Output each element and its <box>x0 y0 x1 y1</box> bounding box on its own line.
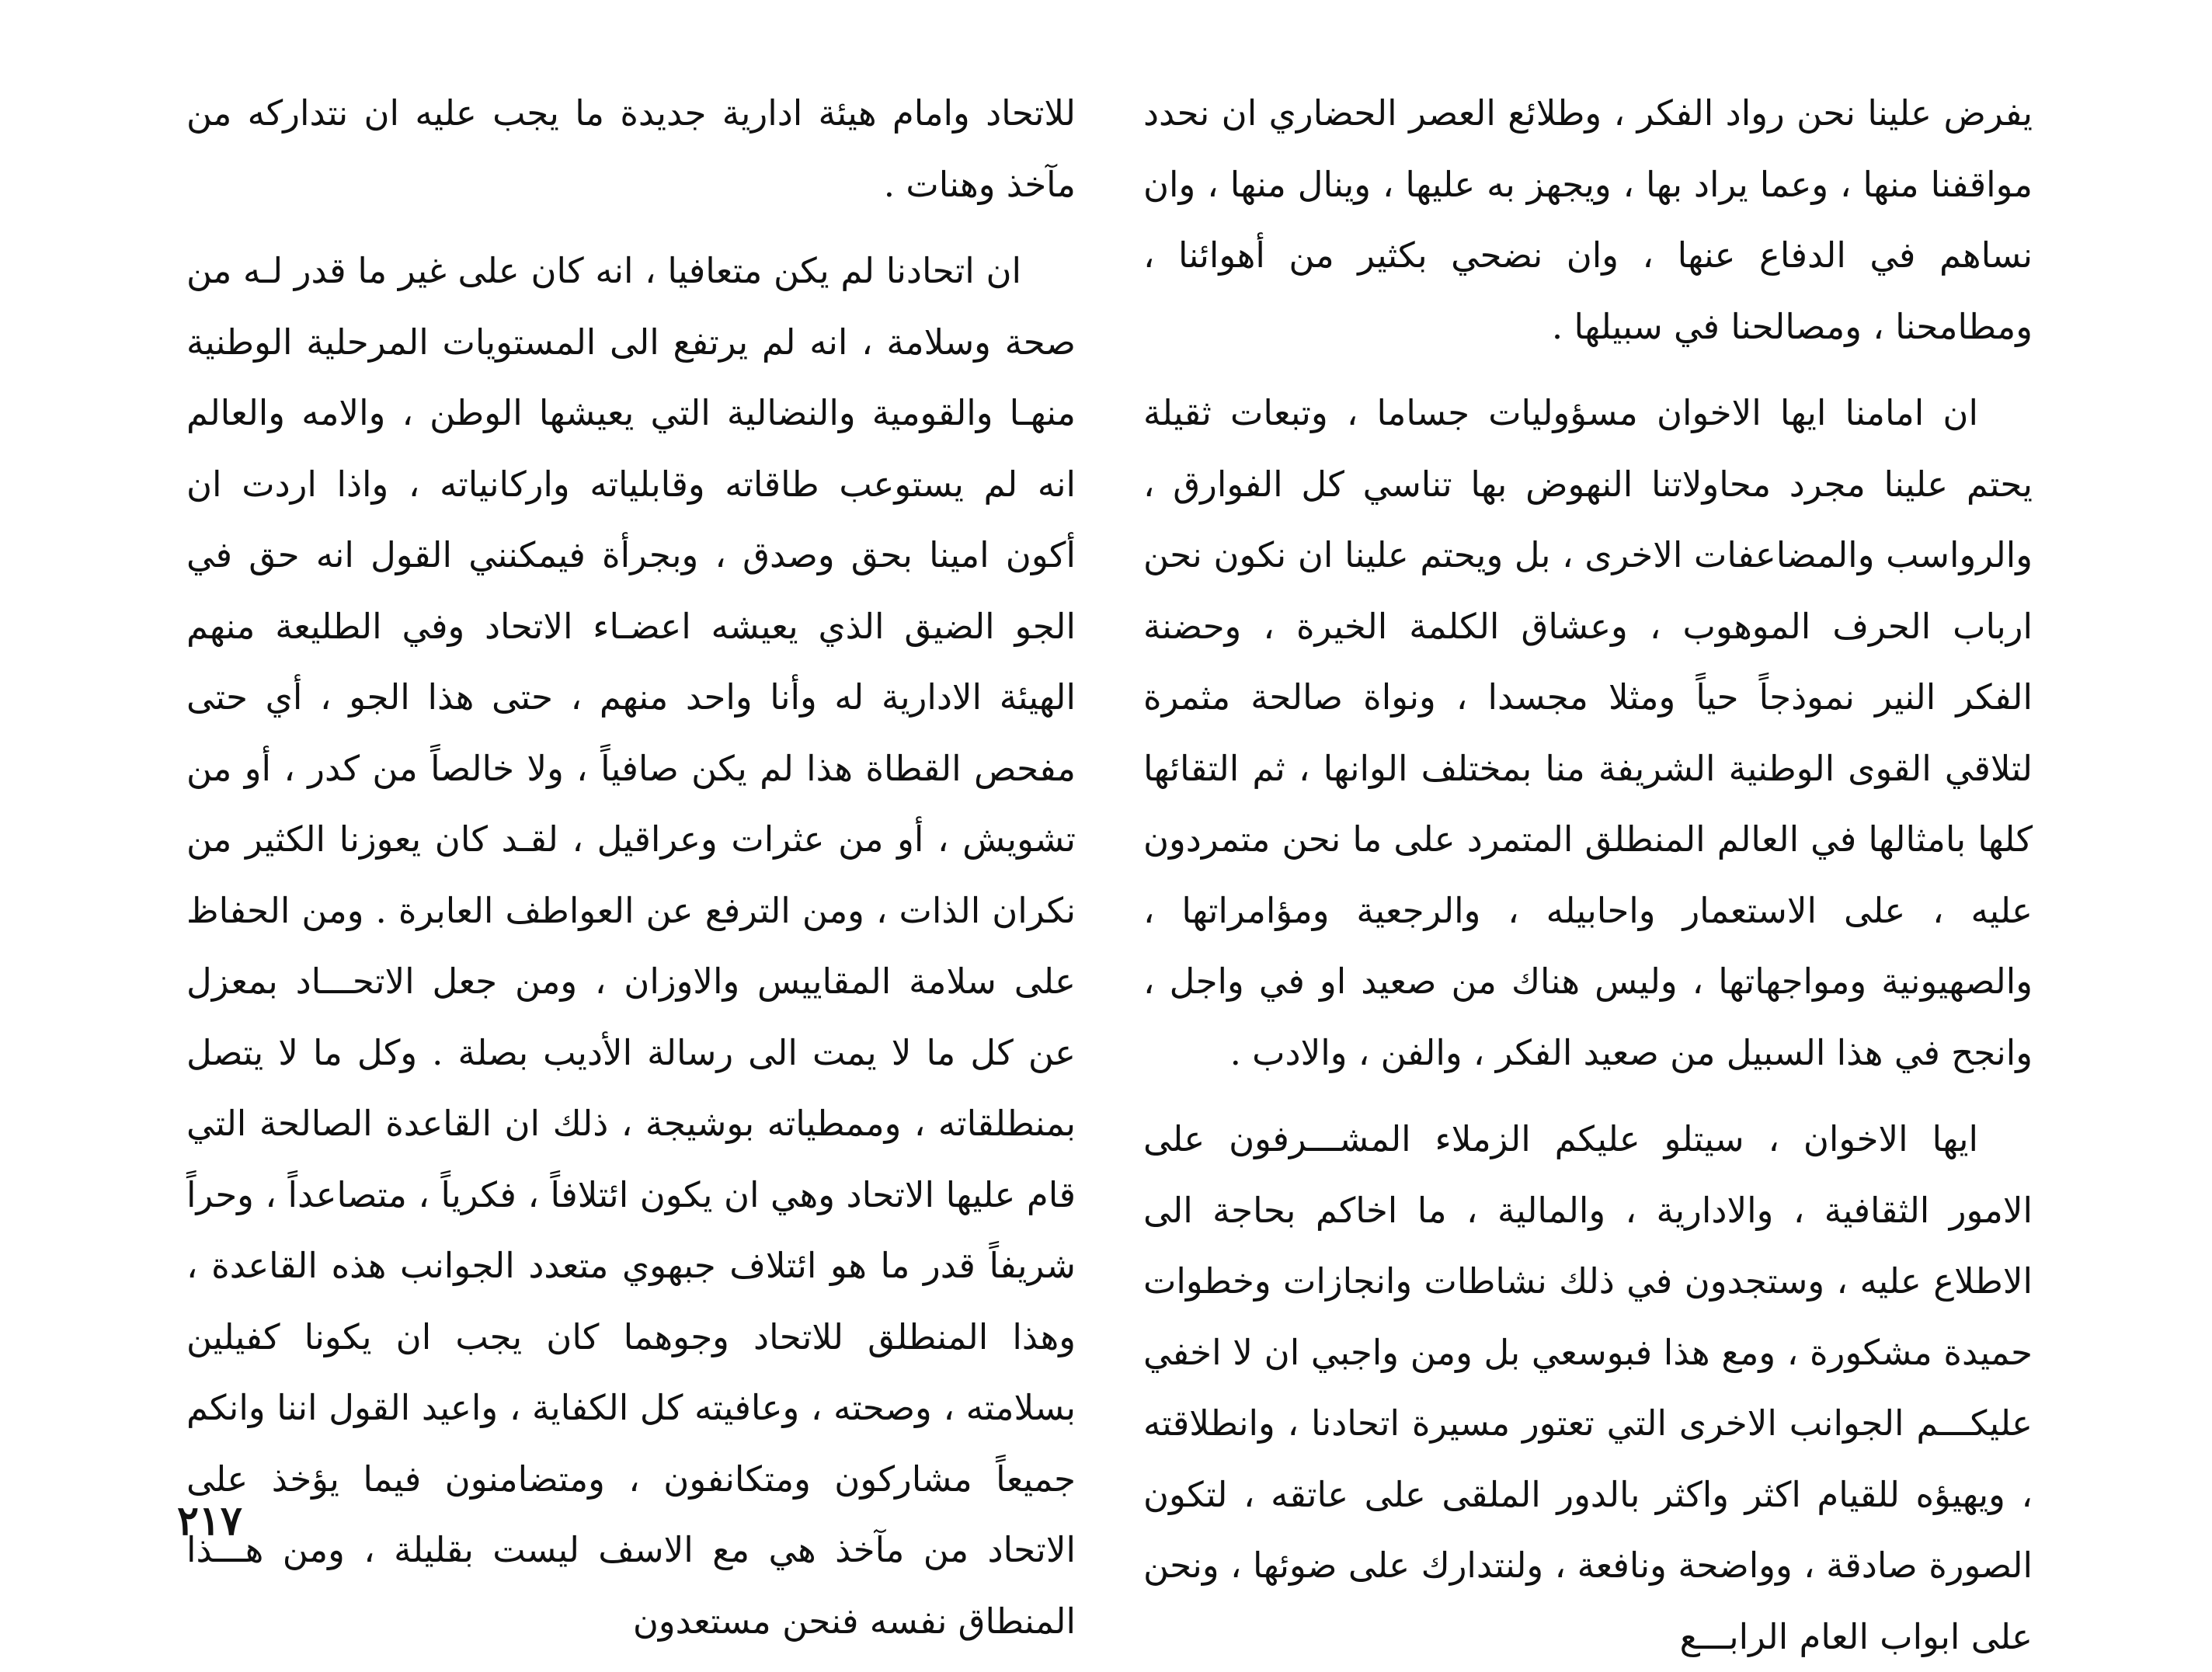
paragraph: للاتحاد وامام هيئة ادارية جديدة ما يجب عليه ان نتداركه من مآخذ وهنات . <box>186 92 1076 205</box>
paragraph: يفرض علينا نحن رواد الفكر ، وطلائع العصر الحضاري ان نحدد مواقفنا منها ، وعما يراد بها ، ويجهز به عليها ، وينال منها ، وان نساهم في الدفاع عنها ، وان نضحي بكثير من أهوائنا ، ومطامحنا ، ومصالحنا في سبيلها . <box>1143 92 2033 347</box>
paragraph: ان اتحادنا لم يكن متعافيا ، انه كان على غير ما قدر لـه من صحة وسلامة ، انه لم يرتفع الى المستويات المرحلية الوطنية منهـا والقومية والنضالية التي يعيشها الوطن ، والامه والعالم انه لم يستوعب طاقاته وقابلياته واركانياته ، واذا اردت ان أكون امينا بحق وصدق ، وبجرأة فيمكنني القول انه حق في الجو الضيق الذي يعيشه اعضـاء الاتحاد وفي الطليعة منهم الهيئة الادارية له وأنا واحد منهم ، حتى هذا الجو ، أي حتى مفحص القطاة هذا لم يكن صافياً ، ولا خالصاً من كدر ، أو من تشويش ، أو من عثرات وعراقيل ، لقـد كان يعوزنا الكثير من نكران الذات ، ومن الترفع عن العواطف العابرة . ومن الحفاظ على سلامة المقاييس والاوزان ، ومن جعل الاتحـــاد بمعزل عن كل ما لا يمت الى رسالة الأديب بصلة . وكل ما لا يتصل بمنطلقاته ، وممطياته بوشيجة ، ذلك ان القاعدة الصالحة التي قام عليها الاتحاد وهي ان يكون ائتلافاً ، فكرياً ، متصاعداً ، وحراً شريفاً قدر ما هو ائتلاف جبهوي متعدد الجوانب هذه القاعدة ، وهذا المنطلق للاتحاد وجوهما كان يجب ان يكونا كفيلين بسلامته ، وصحته ، وعافيته كل الكفاية ، واعيد القول اننا وانكم جميعاً مشاركون ومتكانفون ، ومتضامنون فيما يؤخذ على الاتحاد من مآخذ هي مع الاسف ليست بقليلة ، ومن هـــذا المنطاق نفسه فنحن مستعدون <box>186 250 1076 1642</box>
left-column <box>186 78 1076 1656</box>
paragraph: ايها الاخوان ، سيتلو عليكم الزملاء المشـــرفون على الامور الثقافية ، والادارية ، والمالية ، ما اخاكم بحاجة الى الاطلاع عليه ، وستجدون في ذلك نشاطات وانجازات وخطوات حميدة مشكورة ، ومع هذا فبوسعي بل ومن واجبي ان لا اخفي عليكـــم الجوانب الاخرى التي تعتور مسيرة اتحادنا ، وانطلاقته ، ويهيؤه للقيام اكثر واكثر بالدور الملقى على عاتقه ، لتكون الصورة صادقة ، وواضحة ونافعة ، ولنتدارك على ضوئها ، ونحن على ابواب العام الرابـــع <box>1143 1118 2033 1657</box>
page-number: ٢١٧ <box>177 1497 242 1545</box>
right-column <box>1143 78 2033 1672</box>
paragraph: ان امامنا ايها الاخوان مسؤوليات جساما ، وتبعات ثقيلة يحتم علينا مجرد محاولاتنا النهوض بها تناسي كل الفوارق ، والرواسب والمضاعفات الاخرى ، بل ويحتم علينا ان نكون نحن ارباب الحرف الموهوب ، وعشاق الكلمة الخيرة ، وحضنة الفكر النير نموذجاً حياً ومثلا مجسدا ، ونواة صالحة مثمرة لتلاقي القوى الوطنية الشريفة منا بمختلف الوانها ، ثم التقائها كلها بامثالها في العالم المنطلق المتمرد على ما نحن متمردون عليه ، على الاستعمار واحابيله ، والرجعية ومؤامراتها ، والصهيونية ومواجهاتها ، وليس هناك من صعيد او في واجل ، وانجح في هذا السبيل من صعيد الفكر ، والفن ، والادب . <box>1143 392 2033 1073</box>
